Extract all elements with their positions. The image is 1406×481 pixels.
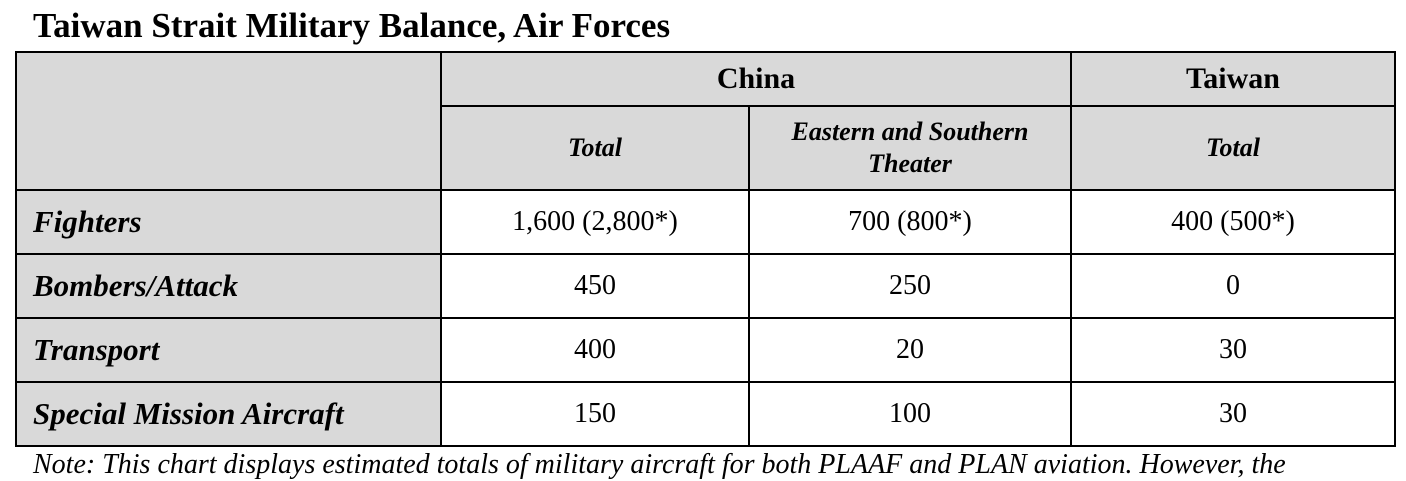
taiwan-total-cell: 30 (1071, 382, 1395, 446)
row-label: Fighters (16, 190, 441, 254)
china-theater-cell: 20 (749, 318, 1071, 382)
military-balance-table (15, 51, 1396, 447)
taiwan-total-cell: 30 (1071, 318, 1395, 382)
header-china-theater (749, 106, 1071, 190)
header-china-total: Total (441, 106, 749, 190)
china-theater-cell: 100 (749, 382, 1071, 446)
page-title: Taiwan Strait Military Balance, Air Forces (33, 6, 671, 45)
header-taiwan-total: Total (1071, 106, 1395, 190)
china-total-cell: 400 (441, 318, 749, 382)
china-total-cell: 450 (441, 254, 749, 318)
table-note: Note: This chart displays estimated totals of military aircraft for both PLAAF and PLAN aviation. However, the (33, 449, 1286, 480)
row-label: Transport (16, 318, 441, 382)
taiwan-total-cell: 400 (500*) (1071, 190, 1395, 254)
row-label: Bombers/Attack (16, 254, 441, 318)
header-empty-cell (16, 52, 441, 190)
row-label: Special Mission Aircraft (16, 382, 441, 446)
taiwan-total-cell: 0 (1071, 254, 1395, 318)
header-taiwan: Taiwan (1071, 52, 1395, 106)
header-china: China (441, 52, 1071, 106)
table-row (16, 382, 1395, 446)
table-row (16, 190, 1395, 254)
table-row (16, 318, 1395, 382)
table-row (16, 254, 1395, 318)
china-theater-cell: 700 (800*) (749, 190, 1071, 254)
header-china-theater-label: Eastern and Southern Theater (791, 117, 1029, 178)
china-theater-cell: 250 (749, 254, 1071, 318)
china-total-cell: 150 (441, 382, 749, 446)
china-total-cell: 1,600 (2,800*) (441, 190, 749, 254)
